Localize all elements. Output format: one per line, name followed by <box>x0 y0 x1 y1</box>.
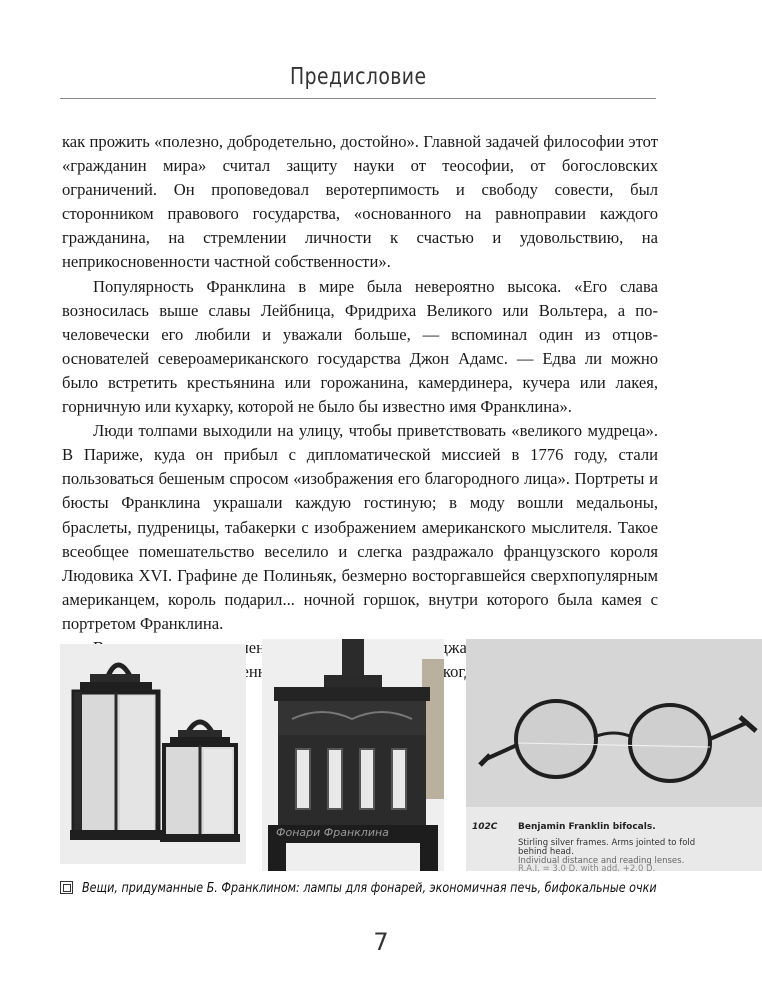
ornament-icon <box>60 881 73 894</box>
paragraph-1: как прожить «полезно, добродетельно, достойно». Главной задачей философии этот «гражданин мира» считал защиту науки от теософии, от богословских ограничений. Он проповедовал веротерпимость и свободу совести, был сторонником правового государства, «основанного на равноправии каждого гражданина, на стремлении личности к счастью и удовольствию, на неприкосновенности частной собственности». <box>62 132 658 272</box>
exhibit-line-2: behind head. <box>518 847 574 857</box>
page-number: 7 <box>373 928 389 956</box>
running-header <box>60 58 656 99</box>
paragraph-2: Популярность Франклина в мире была невероятно высока. «Его слава возносилась выше славы Лейбница, Фридриха Великого или Вольтера, а по-человечески его любили и уважали больше, — вспоминал один из отцов-основателей североамериканского государства Джон Адамс. — Едва ли можно было встретить крестьянина или горожанина, камердинера, кучера или лакея, горничную или кухарку, которой не было бы известно имя Франклина». <box>62 276 658 417</box>
exhibit-line-3: Individual distance and reading lenses. <box>518 856 685 866</box>
exhibit-code: 102C <box>472 822 498 832</box>
illustration-row <box>0 639 762 871</box>
stove-watermark: Фонари Франклина <box>276 826 389 839</box>
paragraph-4: Бенджамин когда <box>413 637 496 682</box>
figure-caption <box>60 881 720 896</box>
stove-photo <box>262 639 444 871</box>
body-text <box>62 130 658 684</box>
exhibit-title: Benjamin Franklin bifocals. <box>518 822 656 832</box>
exhibit-line-4: R.A.I. = 3.0 D. with add. +2.0 D. <box>518 864 656 871</box>
caption-text: Вещи, придуманные Б. Франклином: лампы для фонарей, экономичная печь, бифокальные очки <box>82 881 657 896</box>
lanterns-photo <box>60 644 246 864</box>
section-title: Предисловие <box>289 64 427 90</box>
paragraph-3: Люди толпами выходили на улицу, чтобы приветствовать «великого мудреца». В Париже, куда он прибыл с дипломатической миссией в 1776 году, стали пользоваться бешеным спросом «изображения его благородного лица». Портреты и бюсты Франклина украшали каждую гостиную; в моду вошли медальоны, браслеты, пудреницы, табакерки с изображением американского мыслителя. Такое всеобщее помешательство веселило и слегка раздражало французского короля Людовика XVI. Графине де Полиньяк, безмерно восторгавшейся сверхпопулярным американцем, король подарил... ночной горшок, внутри которого была камея с портретом Франклина. <box>62 421 658 633</box>
bifocals-photo <box>466 639 762 871</box>
exhibit-line-1: Stirling silver frames. Arms jointed to fold <box>518 838 696 848</box>
